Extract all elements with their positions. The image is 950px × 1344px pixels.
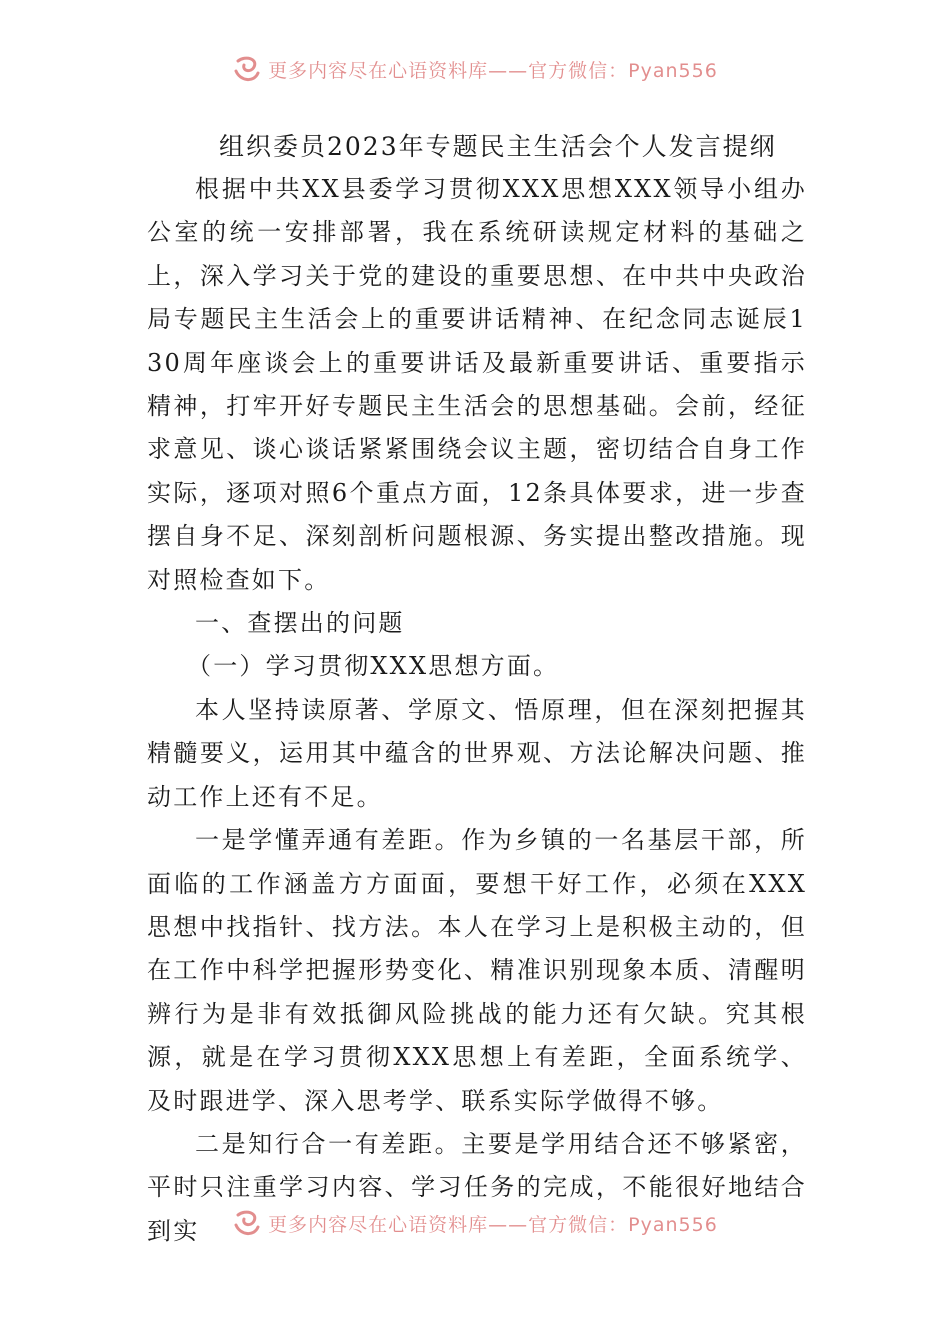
watermark-bottom	[0, 1206, 950, 1240]
swirl-logo-icon	[232, 1209, 262, 1237]
swirl-logo-icon	[232, 55, 262, 83]
watermark-text: 更多内容尽在心语资料库——官方微信：Pyan556	[268, 59, 718, 82]
paragraph-1: 本人坚持读原著、学原文、悟原理，但在深刻把握其精髓要义，运用其中蕴含的世界观、方法论解决问题、推动工作上还有不足。	[147, 695, 807, 811]
watermark-top	[0, 52, 950, 86]
intro-paragraph: 根据中共XX县委学习贯彻XXX思想XXX领导小组办公室的统一安排部署，我在系统研读规定材料的基础之上，深入学习关于党的建设的重要思想、在中共中央政治局专题民主生活会上的重要讲话精神、在纪念同志诞辰130周年座谈会上的重要讲话及最新重要讲话、重要指示精神，打牢开好专题民主生活会的思想基础。会前，经征求意见、谈心谈话紧紧围绕会议主题，密切结合自身工作实际，逐项对照6个重点方面，12条具体要求，进一步查摆自身不足、深刻剖析问题根源、务实提出整改措施。现对照检查如下。	[147, 175, 807, 594]
document-title: 组织委员2023年专题民主生活会个人发言提纲	[219, 132, 777, 161]
subsection-heading: （一）学习贯彻XXX思想方面。	[187, 652, 560, 681]
paragraph-3: 二是知行合一有差距。主要是学用结合还不够紧密，平时只注重学习内容、学习任务的完成，不能很好地结合到实	[147, 1129, 807, 1245]
section-heading: 一、查摆出的问题	[195, 609, 405, 638]
watermark-text: 更多内容尽在心语资料库——官方微信：Pyan556	[268, 1213, 718, 1236]
paragraph-2: 一是学懂弄通有差距。作为乡镇的一名基层干部，所面临的工作涵盖方方面面，要想干好工作，必须在XXX思想中找指针、找方法。本人在学习上是积极主动的，但在工作中科学把握形势变化、精准识别现象本质、清醒明辨行为是非有效抵御风险挑战的能力还有欠缺。究其根源，就是在学习贯彻XXX思想上有差距，全面系统学、及时跟进学、深入思考学、联系实际学做得不够。	[147, 826, 807, 1115]
